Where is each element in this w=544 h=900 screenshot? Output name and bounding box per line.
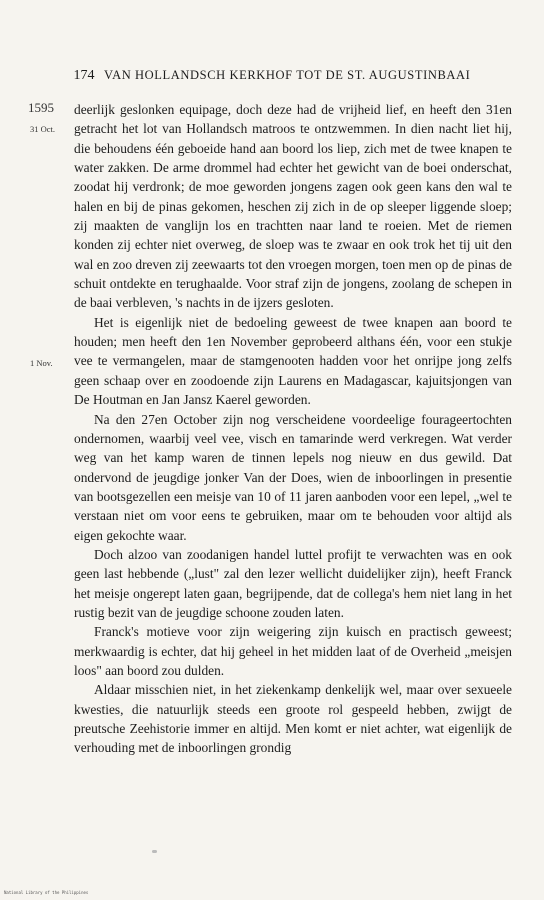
body-text <box>74 100 512 758</box>
paragraph: deerlijk geslonken equipage, doch deze had de vrijheid lief, en heeft den 31en getracht het lot van Hollandsch matroos te ontzwemmen. In dien nacht liet hij, die behoudens één geboeide hand aan boord los liep, zich met de twee knapen te water zakken. De arme drommel had echter het gewicht van de boei onderschat, zoodat hij verdronk; de moe geworden jongens zagen ook geen kans den wal te halen en bij de pinas gekomen, heschen zij zich in de op sleeper liggende sloep; zij maakten de vanglijn los en trachtten naar land te roeien. Met de riemen konden zij echter niet overweg, de sloep was te zwaar en ook trok het tij uit den wal en zoo dreven zij zeewaarts tot den vroegen morgen, toen men op de pinas de schuit ontdekte en terughaalde. Voor straf zijn de jongens, zoolang de schepen in de baai verbleven, 's nachts in de ijzers gesloten. <box>74 102 512 311</box>
ink-smudge <box>152 850 157 853</box>
margin-year: 1595 <box>28 100 54 115</box>
margin-date-november: 1 Nov. <box>30 358 53 368</box>
paragraph: Doch alzoo van zoodanigen handel luttel profijt te verwachten was en ook geen last hebbende („lust" zal den lezer wellicht duidelijker zijn), heeft Franck het meisje ongerept laten gaan, begrijpende, dat de collega's hem niet lang in het rustig bezit van de jeugdige schoone zouden laten. <box>74 546 512 620</box>
margin-date-october: 31 Oct. <box>30 124 56 134</box>
library-stamp: National Library of the Philippines <box>4 890 89 895</box>
running-header <box>0 68 544 84</box>
paragraph: Franck's motieve voor zijn weigering zijn kuisch en practisch geweest; merkwaardig is echter, dat hij geheel in het midden laat of de Overheid „meisjen loos" aan boord zou dulden. <box>74 624 512 678</box>
running-title: VAN HOLLANDSCH KERKHOF TOT DE ST. AUGUSTINBAAI <box>104 68 471 82</box>
paragraph: Na den 27en October zijn nog verscheidene voordeelige fourageertochten ondernomen, waarbij veel vee, visch en tamarinde werd verkregen. Wat verder weg van het kamp waren de tinnen lepels nog nieuw en dus gewild. Dat ondervond de jeugdige jonker Van der Does, wien de inboorlingen in presentie van bootsgezellen een meisje van 10 of 11 jaren aanboden voor een lepel, „wel te verstaan niet om voor eens te gebruiken, maar om te behouden voor altijd als eigen gekochte waar. <box>74 411 512 543</box>
paragraph: Aldaar misschien niet, in het ziekenkamp denkelijk wel, maar over sexueele kwesties, die natuurlijk steeds een groote rol gespeeld hebben, zwijgt de preutsche Zeehistorie immer en altijd. Men komt er niet achter, wat eigenlijk de verhouding met de inboorlingen grondig <box>74 682 512 756</box>
page-number: 174 <box>73 68 95 83</box>
paragraph: Het is eigenlijk niet de bedoeling geweest de twee knapen aan boord te houden; men heeft den 1en November geprobeerd althans één, voor een stukje vee te vermangelen, maar de stamgenooten hadden voor het onrijpe jong zelfs geen schaap over en zoodoende zijn Laurens en Madagascar, kajuitsjongen van De Houtman en Jan Jansz Kaerel geworden. <box>74 314 512 408</box>
